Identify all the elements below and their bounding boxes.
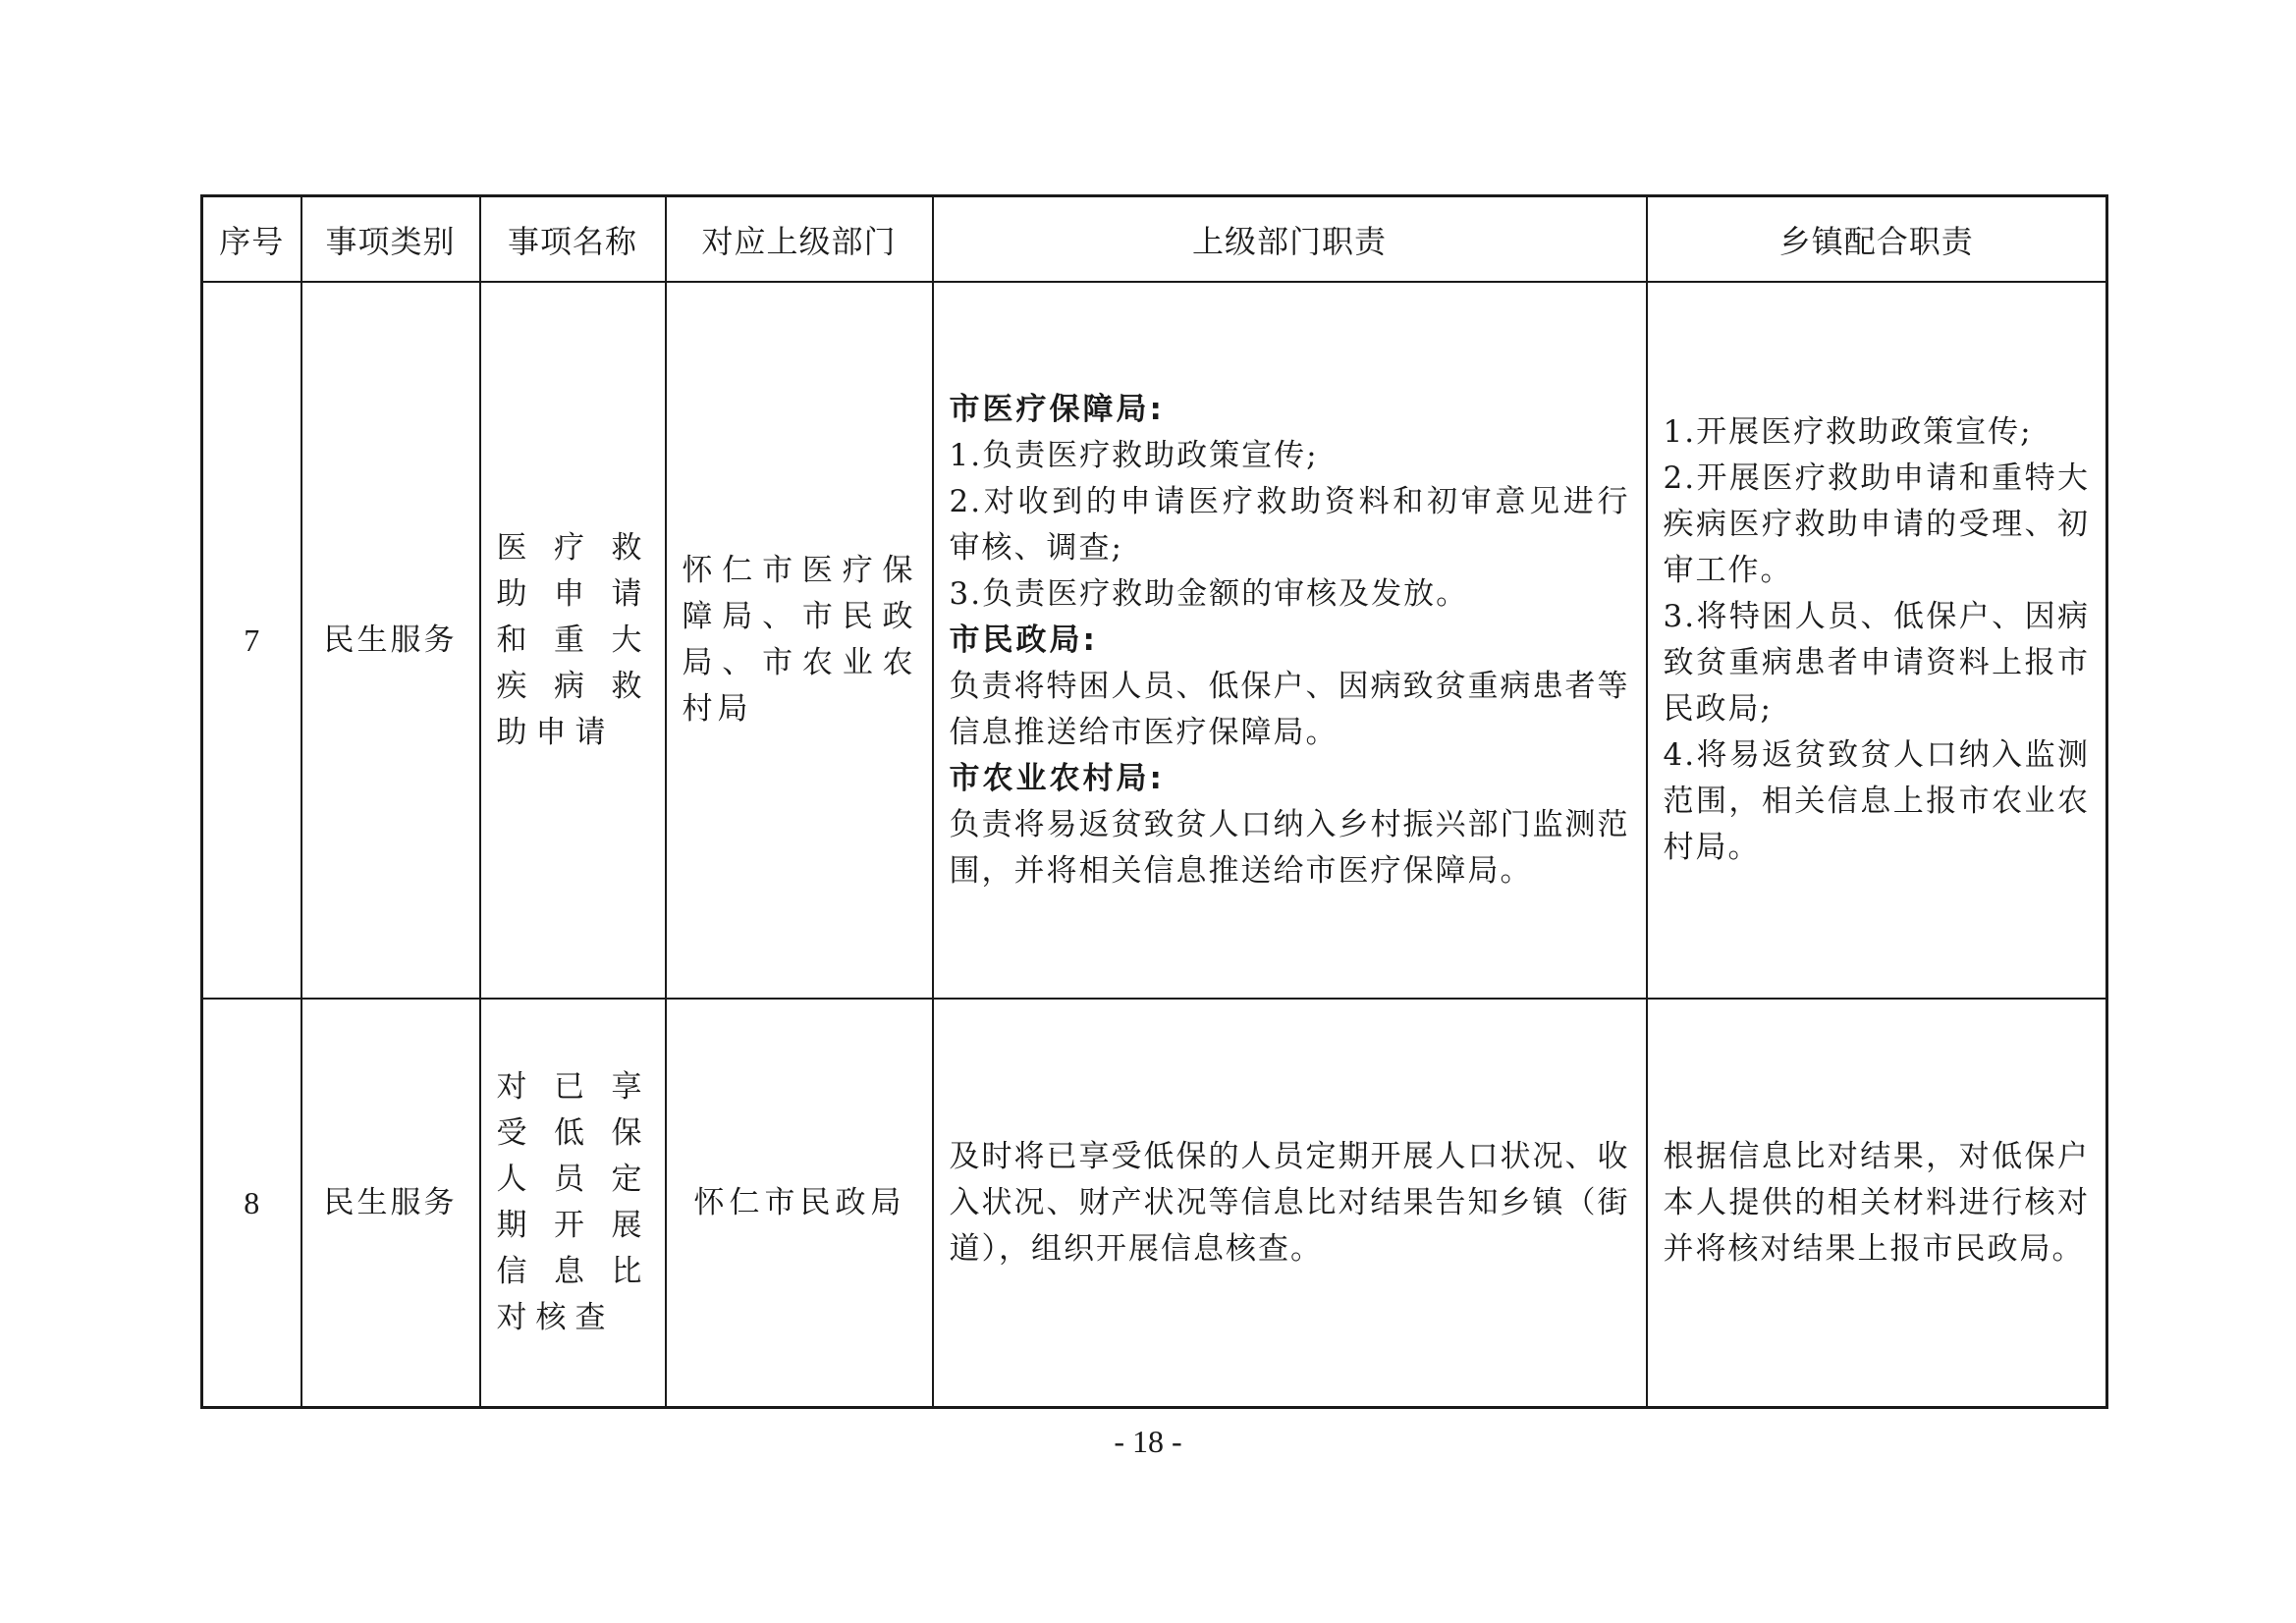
duty-line: 1.负责医疗救助政策宣传; xyxy=(949,437,1319,473)
duty-dept-heading: 市农业农村局: xyxy=(949,760,1165,796)
header-superior-duties: 上级部门职责 xyxy=(933,196,1647,283)
row-superior-dept: 怀仁市民政局 xyxy=(666,999,933,1408)
row-town-duties xyxy=(1647,282,2107,999)
duty-dept-heading: 市医疗保障局: xyxy=(949,391,1165,427)
header-category: 事项类别 xyxy=(301,196,480,283)
header-serial: 序号 xyxy=(202,196,301,283)
row-superior-duties xyxy=(933,282,1647,999)
header-superior-dept: 对应上级部门 xyxy=(666,196,933,283)
row-category: 民生服务 xyxy=(301,282,480,999)
row-town-duties: 根据信息比对结果，对低保户本人提供的相关材料进行核对并将核对结果上报市民政局。 xyxy=(1647,999,2107,1408)
table-row xyxy=(202,282,2107,999)
town-duty-line: 3.将特困人员、低保户、因病致贫重病患者申请资料上报市民政局; xyxy=(1663,599,2090,727)
row-superior-duties: 及时将已享受低保的人员定期开展人口状况、收入状况、财产状况等信息比对结果告知乡镇（街道），组织开展信息核查。 xyxy=(933,999,1647,1408)
page-number: - 18 - xyxy=(1114,1424,1182,1459)
row-item-name: 医疗救助申请和重大疾病救助申请 xyxy=(480,282,666,999)
table-row xyxy=(202,999,2107,1408)
header-town-duties: 乡镇配合职责 xyxy=(1647,196,2107,283)
row-superior-dept: 怀仁市医疗保障局、市民政局、市农业农村局 xyxy=(666,282,933,999)
header-item-name: 事项名称 xyxy=(480,196,666,283)
town-duty-line: 2.开展医疗救助申请和重特大疾病医疗救助申请的受理、初审工作。 xyxy=(1663,460,2090,588)
row-item-name: 对已享受低保人员定期开展信息比对核查 xyxy=(480,999,666,1408)
responsibility-table-container xyxy=(200,194,2105,1409)
duty-dept-heading: 市民政局: xyxy=(949,622,1098,658)
row-serial: 8 xyxy=(202,999,301,1408)
duty-line: 负责将特困人员、低保户、因病致贫重病患者等信息推送给市医疗保障局。 xyxy=(949,668,1630,750)
town-duty-line: 1.开展医疗救助政策宣传; xyxy=(1663,414,2033,450)
responsibility-table xyxy=(200,194,2108,1409)
duty-line: 3.负责医疗救助金额的审核及发放。 xyxy=(949,575,1469,612)
row-serial: 7 xyxy=(202,282,301,999)
row-category: 民生服务 xyxy=(301,999,480,1408)
duty-line: 负责将易返贫致贫人口纳入乡村振兴部门监测范围，并将相关信息推送给市医疗保障局。 xyxy=(949,806,1630,889)
town-duty-line: 4.将易返贫致贫人口纳入监测范围，相关信息上报市农业农村局。 xyxy=(1663,737,2090,865)
duty-line: 2.对收到的申请医疗救助资料和初审意见进行审核、调查; xyxy=(949,483,1630,566)
table-header-row xyxy=(202,196,2107,283)
